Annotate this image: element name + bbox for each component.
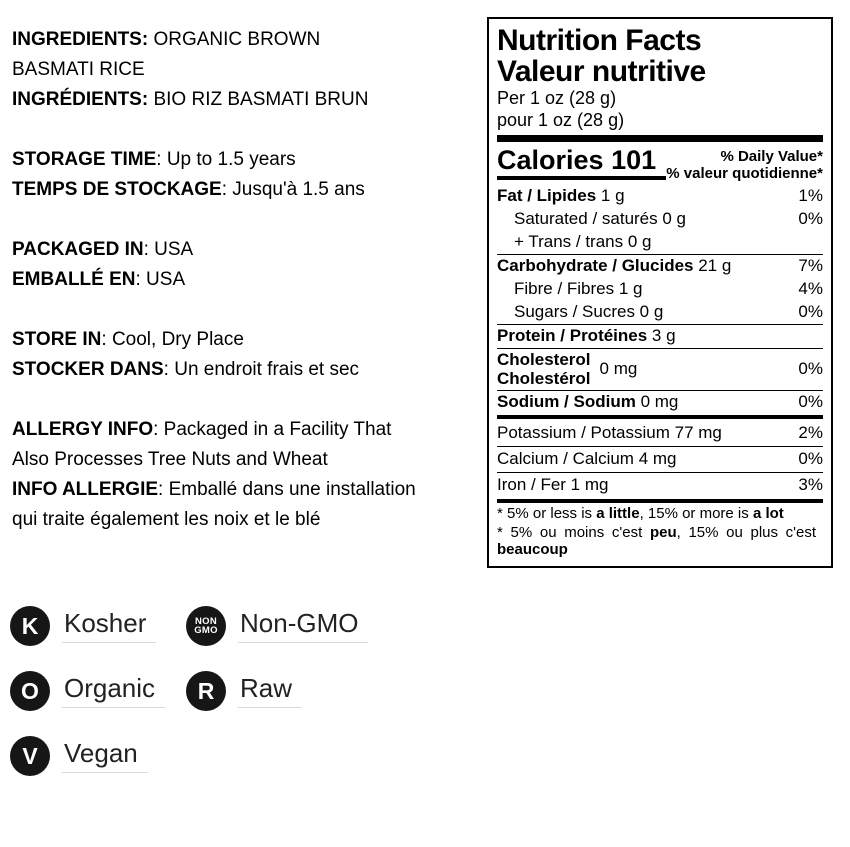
badge-non-gmo [186,606,368,646]
allergy-line-en-1 [12,415,474,445]
store-in-line-fr [12,355,474,385]
badge-kosher [10,606,186,646]
daily-value: 7% [798,256,823,275]
allergy-value-en-2: Also Processes Tree Nuts and Wheat [12,449,328,470]
nutrition-row-protein: Protein / Protéines 3 g [497,324,823,348]
storage-time-value-fr: : Jusqu'à 1.5 ans [221,179,365,200]
nutrition-title-en: Nutrition Facts [497,24,702,57]
kosher-icon: K [10,606,50,646]
packaged-in-label-fr: EMBALLÉ EN [12,269,136,290]
daily-value: 0% [798,359,823,378]
storage-time-line-en [12,145,474,175]
daily-value: 1% [798,186,823,205]
ingredients-value-fr: BIO RIZ BASMATI BRUN [148,89,369,110]
organic-icon: O [10,671,50,711]
badge-vegan [10,736,186,776]
nutrition-row-sugars: Sugars / Sucres 0 g 0% [514,302,823,321]
daily-value-header [666,145,823,182]
store-in-section [12,325,474,385]
raw-icon: R [186,671,226,711]
calories-value: Calories 101 [497,145,666,180]
packaged-in-section [12,235,474,295]
serving-size-fr: pour 1 oz (28 g) [497,110,625,130]
nutrition-row-fat: Fat / Lipides 1 g 1% [497,186,823,205]
store-in-value-en: : Cool, Dry Place [101,329,244,350]
ingredients-value-en: ORGANIC BROWN [148,29,321,50]
daily-value-header-fr: % valeur quotidienne* [666,165,823,182]
daily-value-header-en: % Daily Value* [720,148,823,165]
footnote-en: * 5% or less is a little, 15% or more is a lot [497,505,784,522]
storage-time-label-en: STORAGE TIME [12,149,157,170]
product-info-column [12,25,474,565]
nutrition-row-iron: Iron / Fer 1 mg 3% [497,472,823,498]
ingredients-line-fr [12,85,474,115]
nutrition-facts-panel [487,17,833,568]
calories-row [497,145,823,182]
allergy-line-fr-1 [12,475,474,505]
daily-value: 4% [798,279,823,298]
store-in-label-fr: STOCKER DANS [12,359,164,380]
nutrition-row-saturated: Saturated / saturés 0 g 0% [514,209,823,228]
badge-raw [186,671,368,711]
packaged-in-line-en [12,235,474,265]
daily-value [815,326,823,346]
footnote-fr: * 5% ou moins c'est peu, 15% ou plus c'est beaucoup [497,524,817,558]
daily-value: 3% [798,475,823,494]
packaged-in-line-fr [12,265,474,295]
thick-rule [497,135,823,142]
allergy-line-fr-2 [12,505,474,535]
packaged-in-label-en: PACKAGED IN [12,239,144,260]
daily-value: 0% [798,449,823,468]
daily-value: 2% [798,423,823,442]
allergy-label-en: ALLERGY INFO [12,419,154,440]
nutrition-row-carbohydrate: Carbohydrate / Glucides 21 g 7% [497,254,823,278]
allergy-line-en-2 [12,445,474,475]
thick-rule [497,415,823,419]
store-in-value-fr: : Un endroit frais et sec [163,359,360,380]
daily-value: 0% [798,209,823,228]
nutrition-row-cholesterol: Cholesterol Cholestérol 0 mg 0% [497,350,823,388]
badge-label-vegan: Vegan [62,739,148,773]
ingredients-line-en [12,25,474,55]
packaged-in-value-fr: : USA [135,269,186,290]
nutrition-title-fr: Valeur nutritive [497,55,706,88]
allergy-label-fr: INFO ALLERGIE [12,479,159,500]
thick-rule [497,499,823,503]
ingredients-line-en-2 [12,55,474,85]
ingredients-value-en-2: BASMATI RICE [12,59,145,80]
nutrition-row-trans: + Trans / trans 0 g [497,231,823,254]
nutrition-row-sodium: Sodium / Sodium 0 mg 0% [497,390,823,414]
badge-label-non-gmo: Non-GMO [238,609,368,643]
daily-value [815,232,823,252]
storage-time-line-fr [12,175,474,205]
allergy-value-fr-1: : Emballé dans une installation [158,479,416,500]
daily-value: 0% [798,302,823,321]
serving-size-en: Per 1 oz (28 g) [497,88,617,108]
badge-label-organic: Organic [62,674,165,708]
ingredients-label-en: INGREDIENTS: [12,29,149,50]
packaged-in-value-en: : USA [143,239,194,260]
storage-time-label-fr: TEMPS DE STOCKAGE [12,179,222,200]
nutrition-row-fibre: Fibre / Fibres 1 g 4% [514,279,823,298]
allergy-value-fr-2: qui traite également les noix et le blé [12,509,321,530]
ingredients-label-fr: INGRÉDIENTS: [12,89,149,110]
vegan-icon: V [10,736,50,776]
allergy-value-en-1: : Packaged in a Facility That [153,419,392,440]
certification-badges [10,606,368,776]
ingredients-section [12,25,474,115]
storage-time-section [12,145,474,205]
storage-time-value-en: : Up to 1.5 years [156,149,296,170]
badge-organic [10,671,186,711]
allergy-info-section [12,415,474,535]
nutrition-row-calcium: Calcium / Calcium 4 mg 0% [497,446,823,472]
non-gmo-icon: NON GMO [186,606,226,646]
nutrition-row-potassium: Potassium / Potassium 77 mg 2% [497,423,823,442]
store-in-line-en [12,325,474,355]
badge-label-kosher: Kosher [62,609,156,643]
store-in-label-en: STORE IN [12,329,102,350]
daily-value: 0% [798,392,823,411]
badge-label-raw: Raw [238,674,302,708]
